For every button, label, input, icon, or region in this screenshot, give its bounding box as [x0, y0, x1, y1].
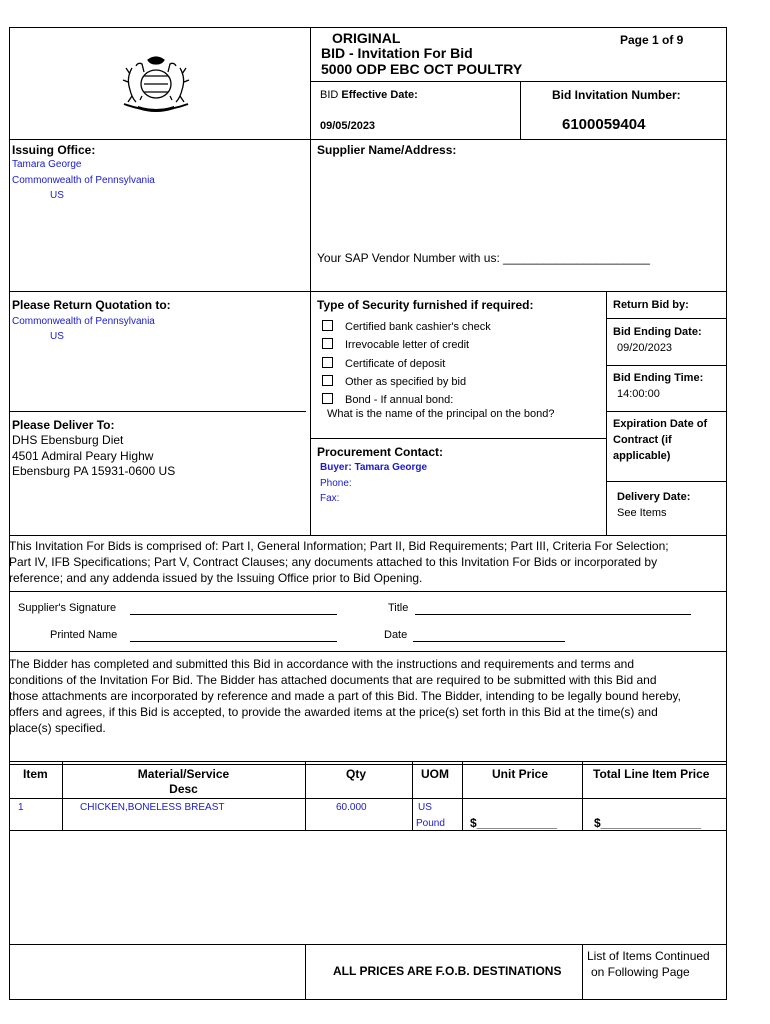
checkbox[interactable]	[322, 320, 333, 331]
row-qty: 60.000	[336, 802, 367, 813]
checkbox[interactable]	[322, 393, 333, 404]
expiration-label: Contract (if	[613, 434, 672, 446]
supplier-signature-field[interactable]	[130, 602, 337, 615]
return-quotation-country: US	[50, 331, 64, 342]
bid-ending-time-label: Bid Ending Time:	[613, 372, 704, 384]
date-field[interactable]	[413, 629, 565, 642]
header-total: Total Line Item Price	[593, 767, 710, 781]
printed-name-label: Printed Name	[50, 629, 118, 641]
return-quotation-org: Commonwealth of Pennsylvania	[12, 316, 155, 327]
row-total[interactable]: $_______________	[594, 816, 701, 830]
issuing-office-name: Tamara George	[12, 159, 82, 170]
expiration-label: Expiration Date of	[613, 418, 708, 430]
bid-ending-date: 09/20/2023	[617, 342, 673, 354]
security-option[interactable]: Bond - If annual bond:	[322, 393, 453, 406]
header-material: Material/Service Desc	[137, 767, 230, 796]
bid-ending-date-label: Bid Ending Date:	[613, 326, 702, 338]
effective-date: 09/05/2023	[320, 120, 376, 132]
deliver-to-line: DHS Ebensburg Diet	[12, 433, 124, 447]
issuing-office-label: Issuing Office:	[12, 143, 96, 157]
deliver-to-label: Please Deliver To:	[12, 418, 115, 432]
checkbox[interactable]	[322, 375, 333, 386]
title-label: Title	[388, 602, 409, 614]
delivery-date-label: Delivery Date:	[617, 491, 691, 503]
header-qty: Qty	[346, 767, 367, 781]
return-bid-label: Return Bid by:	[613, 299, 689, 311]
sap-vendor-number[interactable]: Your SAP Vendor Number with us: ______________________	[317, 251, 650, 265]
deliver-to-line: 4501 Admiral Peary Highw	[12, 449, 154, 463]
return-quotation-label: Please Return Quotation to:	[12, 298, 171, 312]
security-label: Type of Security furnished if required:	[317, 298, 534, 312]
header-unit-price: Unit Price	[492, 767, 549, 781]
row-desc: CHICKEN,BONELESS BREAST	[80, 802, 225, 813]
procurement-contact-label: Procurement Contact:	[317, 445, 444, 459]
security-option[interactable]: Certificate of deposit	[322, 357, 445, 370]
title-field[interactable]	[415, 602, 691, 615]
invitation-number-label: Bid Invitation Number:	[552, 88, 681, 102]
principal-question: What is the name of the principal on the bond?	[327, 408, 555, 420]
row-uom: US	[418, 802, 432, 813]
buyer-name: Buyer: Tamara George	[320, 462, 428, 473]
effective-date-label: BID Effective Date:	[320, 89, 418, 101]
checkbox[interactable]	[322, 338, 333, 349]
invitation-number: 6100059404	[562, 116, 646, 133]
header-item: Item	[23, 767, 48, 781]
commonwealth-seal-icon	[118, 54, 194, 112]
buyer-phone: Phone:	[320, 478, 352, 489]
bid-title: 5000 ODP EBC OCT POULTRY	[321, 61, 523, 77]
expiration-label: applicable)	[613, 450, 671, 462]
deliver-to-line: Ebensburg PA 15931-0600 US	[12, 464, 176, 478]
checkbox[interactable]	[322, 357, 333, 368]
bid-ending-time: 14:00:00	[617, 388, 660, 400]
continued-note: List of Items Continued	[587, 949, 710, 963]
supplier-signature-label: Supplier's Signature	[18, 602, 117, 614]
row-item: 1	[18, 802, 24, 813]
invitation-text: This Invitation For Bids is comprised of: Part I, General Information; Part II, Bid Requirements; Part III, Criteria For Selection; Part IV, IFB Specifications; Part V, Contract Clauses; any documents attached to this Invitation For Bids or incorporated by reference; and any addenda issued by the Issuing Office prior to Bid Opening.	[9, 539, 669, 585]
original-label: ORIGINAL	[332, 30, 401, 46]
security-option[interactable]: Certified bank cashier's check	[322, 320, 491, 333]
page-number: Page 1 of 9	[620, 33, 684, 47]
continued-note: on Following Page	[591, 965, 690, 979]
header-uom: UOM	[421, 767, 449, 781]
buyer-fax: Fax:	[320, 493, 340, 504]
fob-note: ALL PRICES ARE F.O.B. DESTINATIONS	[333, 964, 562, 978]
security-option[interactable]: Irrevocable letter of credit	[322, 338, 469, 351]
delivery-date: See Items	[617, 507, 667, 519]
printed-name-field[interactable]	[130, 629, 337, 642]
bid-type: BID - Invitation For Bid	[321, 45, 473, 61]
issuing-office-country: US	[50, 190, 64, 201]
bidder-text: The Bidder has completed and submitted this Bid in accordance with the instructions and requirements and terms and conditions of the Invitation For Bid. The Bidder has attached documents that are required to be submitted with this Bid and those attachments are incorporated by reference and made a part of this Bid. The Bidder, intending to be legally bound hereby, offers and agrees, if this Bid is accepted, to provide the awarded items at the price(s) set forth in this Bid at the time(s) and place(s) specified.	[9, 657, 681, 735]
row-uom: Pound	[416, 818, 445, 829]
date-label: Date	[384, 629, 408, 641]
issuing-office-org: Commonwealth of Pennsylvania	[12, 175, 155, 186]
supplier-label: Supplier Name/Address:	[317, 143, 457, 157]
row-unit-price[interactable]: $____________	[470, 816, 557, 830]
security-option[interactable]: Other as specified by bid	[322, 375, 466, 388]
